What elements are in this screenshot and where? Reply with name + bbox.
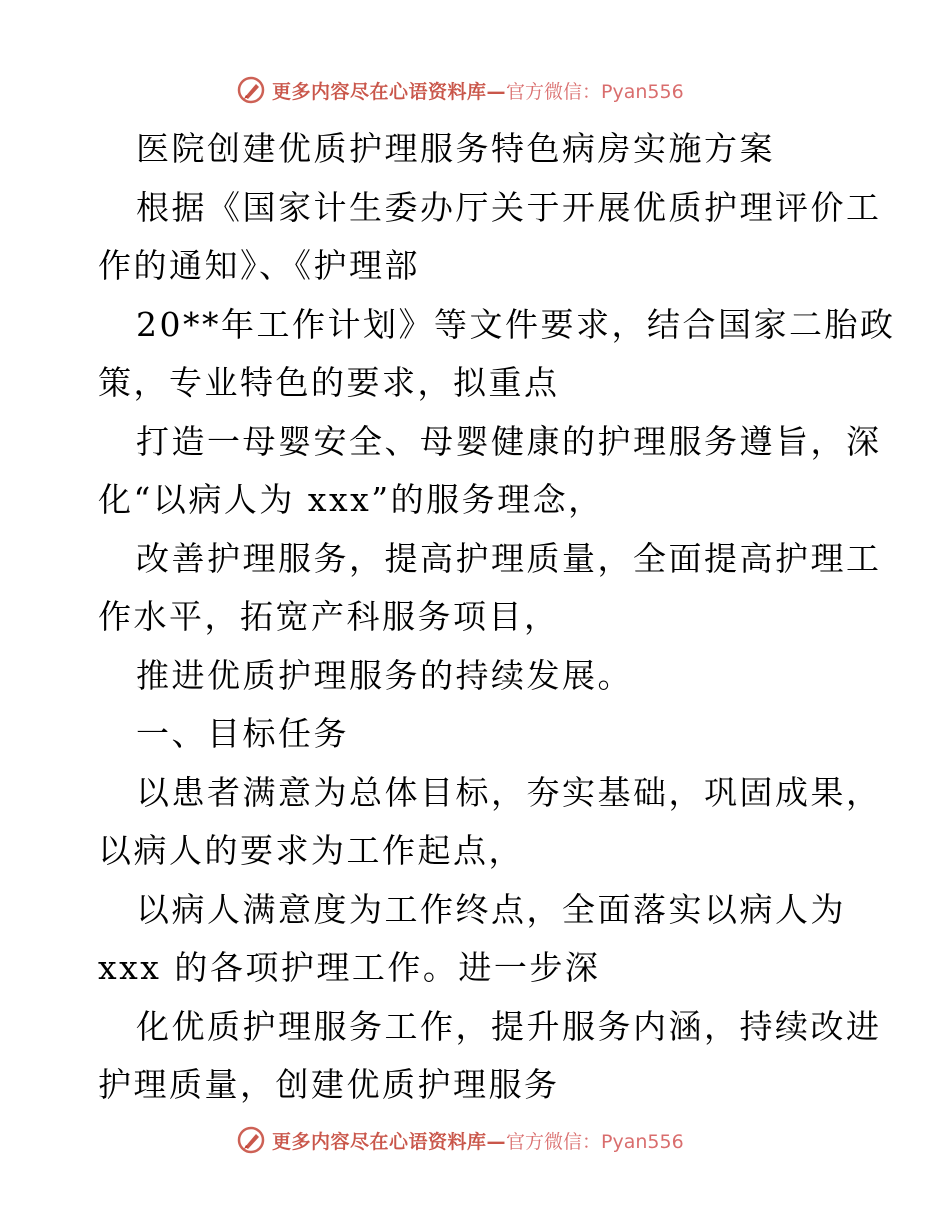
watermark-text: 更多内容尽在心语资料库— xyxy=(272,80,507,103)
paragraph-line: xxx 的各项护理工作。进一步深 xyxy=(98,948,601,987)
watermark-contact: 官方微信：Pyan556 xyxy=(506,80,684,103)
paragraph-line: 推进优质护理服务的持续发展。 xyxy=(136,655,633,695)
section-heading: 一、目标任务 xyxy=(136,714,349,753)
paragraph-line: 以病人的要求为工作起点， xyxy=(98,831,524,870)
paragraph-line: 作的通知》、《护理部 xyxy=(98,246,420,285)
watermark-text: 更多内容尽在心语资料库— xyxy=(272,1130,507,1153)
watermark-banner-bottom xyxy=(236,1122,684,1158)
paragraph-line: 20**年工作计划》等文件要求，结合国家二胎政 xyxy=(136,304,896,344)
paragraph-line: 化优质护理服务工作，提升服务内涵，持续改进 xyxy=(136,1006,882,1046)
paragraph-line: 根据《国家计生委办厅关于开展优质护理评价工 xyxy=(136,187,882,227)
paragraph-line: 打造一母婴安全、母婴健康的护理服务遵旨，深 xyxy=(136,421,882,461)
document-title: 医院创建优质护理服务特色病房实施方案 xyxy=(136,129,775,168)
document-body xyxy=(98,120,896,1115)
paragraph-line: 作水平，拓宽产科服务项目， xyxy=(98,597,560,636)
watermark-banner-top xyxy=(236,72,684,108)
paragraph-line: 以病人满意度为工作终点，全面落实以病人为 xyxy=(136,889,846,929)
pen-logo-icon xyxy=(236,75,266,105)
paragraph-line: 护理质量，创建优质护理服务 xyxy=(98,1065,560,1104)
paragraph-line: 策，专业特色的要求，拟重点 xyxy=(98,363,560,402)
paragraph-line: 改善护理服务，提高护理质量，全面提高护理工 xyxy=(136,538,882,578)
paragraph-line: 以患者满意为总体目标，夯实基础，巩固成果， xyxy=(136,772,882,812)
pen-logo-icon xyxy=(236,1125,266,1155)
paragraph-line: 化“以病人为 xxx”的服务理念， xyxy=(98,480,604,519)
watermark-contact: 官方微信：Pyan556 xyxy=(506,1130,684,1153)
